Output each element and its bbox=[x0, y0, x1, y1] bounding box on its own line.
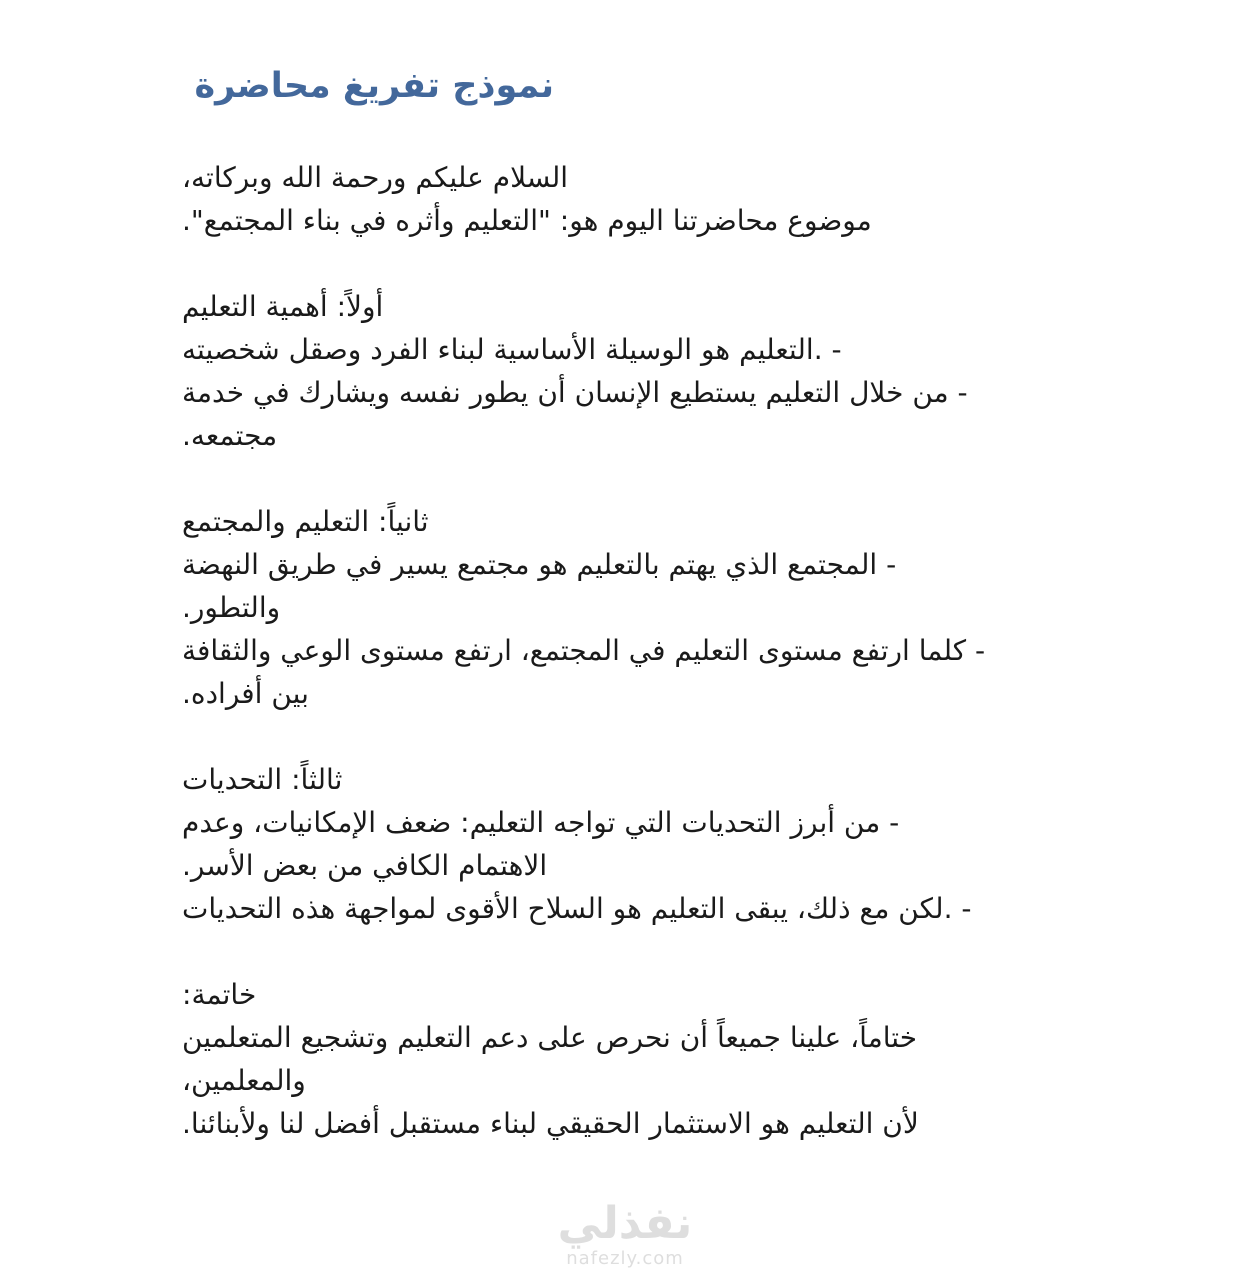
section-heading-challenges: ثالثاً: التحديات bbox=[182, 763, 343, 796]
body-line: التعليم هو الوسيلة الأساسية لبناء الفرد وصقل شخصيته. - bbox=[182, 333, 842, 366]
body-line: المجتمع الذي يهتم بالتعليم هو مجتمع يسير في طريق النهضة - bbox=[182, 548, 897, 581]
body-line: .والتطور bbox=[182, 591, 281, 624]
body-line: ختاماً، علينا جميعاً أن نحرص على دعم التعليم وتشجيع المتعلمين bbox=[182, 1021, 917, 1054]
body-line: .مجتمعه bbox=[182, 419, 278, 452]
topic-line: ."موضوع محاضرتنا اليوم هو: "التعليم وأثره في بناء المجتمع bbox=[182, 204, 872, 237]
paragraph-gap bbox=[182, 242, 1042, 285]
section-heading-conclusion: :خاتمة bbox=[182, 978, 257, 1011]
body-line: .بين أفراده bbox=[182, 677, 309, 710]
document-body bbox=[182, 156, 1042, 1145]
section-heading-society: ثانياً: التعليم والمجتمع bbox=[182, 505, 429, 538]
section-heading-importance: أولاً: أهمية التعليم bbox=[182, 290, 384, 323]
body-line: من أبرز التحديات التي تواجه التعليم: ضعف الإمكانيات، وعدم - bbox=[182, 806, 900, 839]
body-line: ،والمعلمين bbox=[182, 1064, 306, 1097]
watermark-url: nafezly.com bbox=[566, 1248, 684, 1269]
document-title: نموذج تفريغ محاضرة bbox=[194, 66, 554, 106]
body-line: .لأن التعليم هو الاستثمار الحقيقي لبناء مستقبل أفضل لنا ولأبنائنا bbox=[182, 1107, 919, 1140]
body-line: من خلال التعليم يستطيع الإنسان أن يطور نفسه ويشارك في خدمة - bbox=[182, 376, 968, 409]
body-line: .الاهتمام الكافي من بعض الأسر bbox=[182, 849, 548, 882]
paragraph-gap bbox=[182, 457, 1042, 500]
paragraph-gap bbox=[182, 715, 1042, 758]
paragraph-gap bbox=[182, 930, 1042, 973]
document-page bbox=[182, 0, 1042, 1279]
body-line: لكن مع ذلك، يبقى التعليم هو السلاح الأقوى لمواجهة هذه التحديات. - bbox=[182, 892, 972, 925]
body-line: كلما ارتفع مستوى التعليم في المجتمع، ارتفع مستوى الوعي والثقافة - bbox=[182, 634, 986, 667]
greeting-line: ،السلام عليكم ورحمة الله وبركاته bbox=[182, 161, 569, 194]
watermark bbox=[0, 1200, 1242, 1270]
watermark-logo: نفذلي bbox=[557, 1198, 693, 1249]
